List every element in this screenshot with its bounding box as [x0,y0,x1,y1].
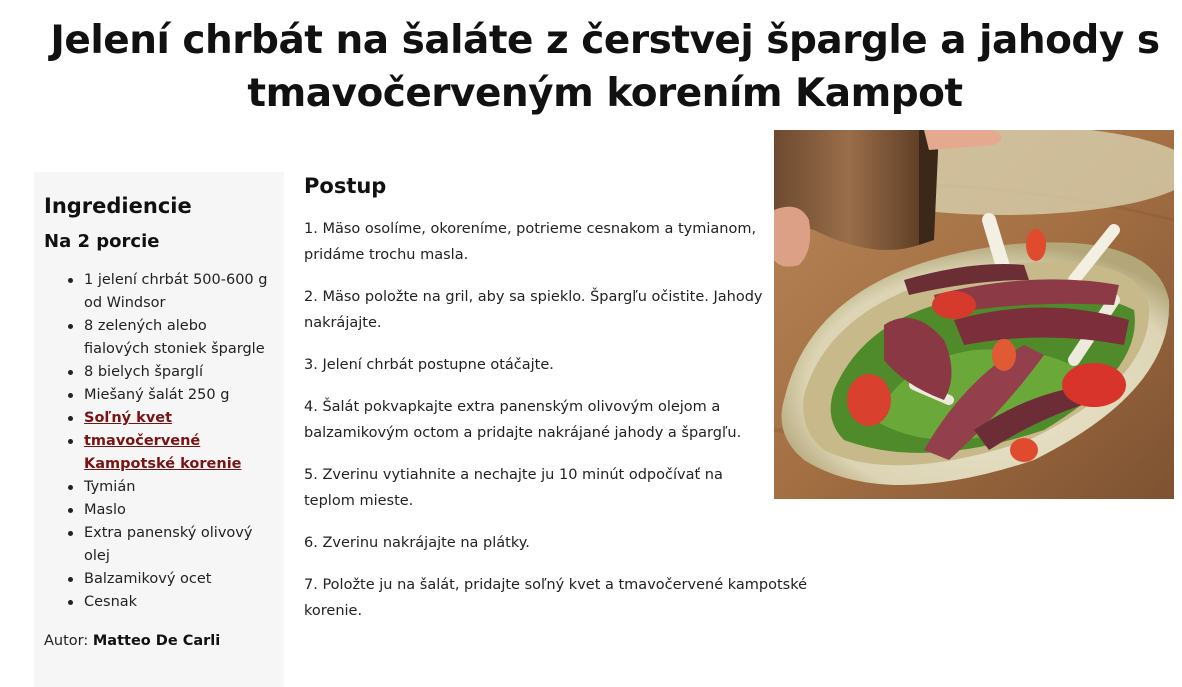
ingredient-item: 8 bielych šparglí [84,361,274,384]
portions-heading: Na 2 porcie [44,231,160,252]
method-section [304,172,807,640]
ingredients-heading: Ingrediencie [44,194,192,218]
method-heading: Postup [304,174,387,198]
ingredients-panel [34,172,284,687]
recipe-photo [774,130,1174,499]
method-step: 1. Mäso osolíme, okoreníme, potrieme cesnakom a tymianom, pridáme trochu masla. [304,221,757,263]
ingredient-item [84,430,274,476]
author-line [44,630,274,652]
method-step: 3. Jelení chrbát postupne otáčajte. [304,357,554,373]
ingredient-item: Cesnak [84,591,274,614]
ingredients-list [44,269,274,614]
author-name: Matteo De Carli [92,633,221,649]
method-step: 7. Položte ju na šalát, pridajte soľný kvet a tmavočervené kampotské korenie. [304,577,807,619]
ingredient-item: Tymián [84,476,274,499]
ingredient-item: 8 zelených alebo fialových stoniek špargle [84,315,274,361]
method-step: 5. Zverinu vytiahnite a nechajte ju 10 minút odpočívať na teplom mieste. [304,467,723,509]
method-step: 4. Šalát pokvapkajte extra panenským olivovým olejom a balzamikovým octom a pridajte nakrájané jahody a špargľu. [304,399,742,441]
ingredient-link-kampot-pepper[interactable]: tmavočervené Kampotské korenie [84,433,242,472]
recipe-title: Jelení chrbát na šaláte z čerstvej špargle a jahody s tmavočerveným korením Kampot [50,18,1160,116]
dish-illustration [774,130,1174,499]
method-step: 2. Mäso položte na gril, aby sa spieklo. Špargľu očistite. Jahody nakrájajte. [304,289,763,331]
ingredient-item: Extra panenský olivový olej [84,522,274,568]
ingredient-item: Maslo [84,499,274,522]
author-label: Autor: [44,633,89,649]
ingredient-item [84,407,274,430]
ingredient-item: 1 jelení chrbát 500-600 g od Windsor [84,269,274,315]
ingredient-link-salt-flower[interactable]: Soľný kvet [84,410,173,426]
method-step: 6. Zverinu nakrájajte na plátky. [304,535,530,551]
ingredient-item: Miešaný šalát 250 g [84,384,274,407]
ingredient-item: Balzamikový ocet [84,568,274,591]
